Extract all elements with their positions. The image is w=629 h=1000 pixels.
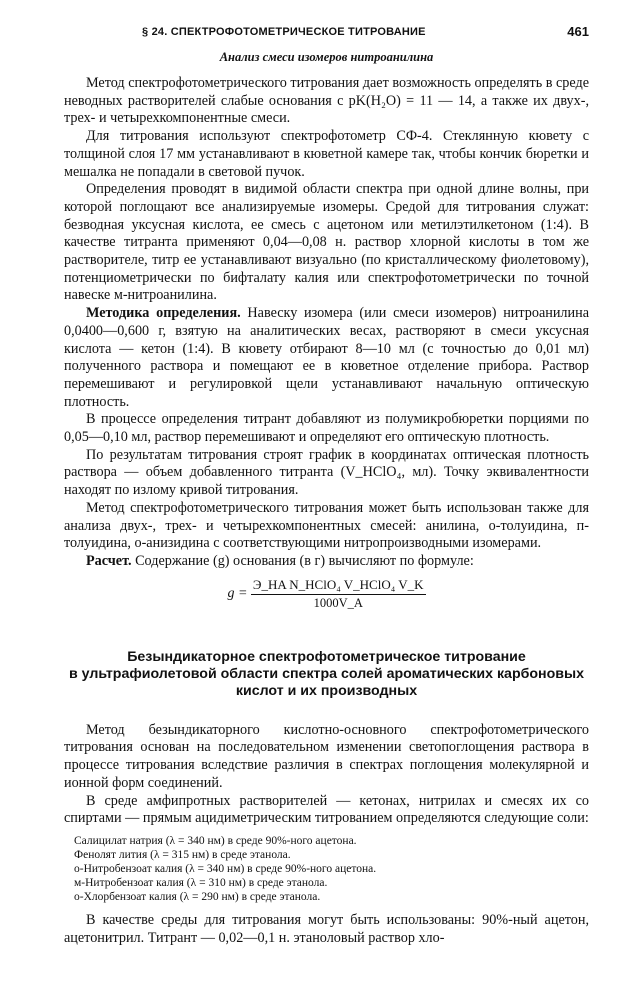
section-title-line-3: кислот и их производных	[235, 682, 418, 699]
paragraph-mixtures: Метод спектрофотометрического титрования может быть использован также для анализа двух-, трех- и четырехкомпонентных смесей: анилина, о-толуидина, п-толуидина, о-анизидина с соответствующими нитропроизводными изомерами.	[64, 499, 589, 552]
running-title: § 24. СПЕКТРОФОТОМЕТРИЧЕСКОЕ ТИТРОВАНИЕ	[142, 26, 426, 38]
paragraph-intro: Метод спектрофотометрического титрования дает возможность определять в среде неводных растворителей слабые основания с pK(H₂O) = 11 — 14, а также их двух-, трех- и четырехкомпонентные смеси.	[64, 75, 590, 127]
subheading: Анализ смеси изомеров нитроанилина	[219, 50, 434, 64]
list-item: Салицилат натрия (λ = 340 нм) в среде 90%-ного ацетона.	[74, 834, 357, 847]
list-item: о-Нитробензоат калия (λ = 340 нм) в среде 90%-ного ацетона.	[74, 862, 377, 875]
calculation-label: Расчет.	[86, 552, 132, 569]
paragraph-method	[64, 305, 589, 411]
paragraph-conditions: Определения проводят в видимой области спектра при одной длине волны, при которой поглощают все анализируемые изомеры. Средой для титрования служат: безводная уксусная кислота, ее смесь с ацетоном или метилэтилкетоном (1:4). В качестве титранта применяют 0,04—0,08 н. раствор хлорной кислоты в том же растворителе, титр ее устанавливают визуально (по кристаллическому фиолетовому), потенциометрически по бифталату калия или спектрофотометрически по точной навеске м-нитроанилина.	[64, 181, 589, 304]
section-title	[64, 649, 589, 700]
salts-list	[64, 834, 589, 904]
formula-numerator: Э_HA N_HClO₄ V_HClO₄ V_K	[251, 577, 426, 595]
paragraph-results: По результатам титрования строят график в координатах оптическая плотность раствора — объем добавленного титранта (V_HClO₄, мл). Точку эквивалентности находят по излому кривой титрования.	[64, 446, 589, 499]
formula-denominator: 1000V_A	[313, 595, 363, 610]
formula	[64, 577, 589, 615]
paragraph-calculation	[64, 553, 589, 571]
paragraph-process: В процессе определения титрант добавляют из полумикробюретки порциями по 0,05—0,10 мл, раствор перемешивают и определяют его оптическую плотность.	[64, 411, 589, 446]
calculation-text: Содержание (g) основания (в г) вычисляют по формуле:	[131, 552, 474, 569]
list-item: о-Хлорбензоат калия (λ = 290 нм) в среде этанола.	[74, 890, 321, 903]
page-number: 461	[567, 24, 589, 39]
formula-fraction	[251, 577, 426, 611]
section-title-line-1: Безындикаторное спектрофотометрическое титрование	[127, 648, 526, 665]
page	[64, 22, 589, 947]
paragraph-spectrophotometer: Для титрования используют спектрофотометр СФ-4. Стеклянную кювету с толщиной слоя 17 мм устанавливают в кюветной камере так, чтобы кончик бюретки и мешалка не попадали в световой пучок.	[64, 128, 589, 180]
method-text: Навеску изомера (или смеси изомеров) нитроанилина 0,0400—0,600 г, взятую на аналитических весах, растворяют в смеси уксусная кислота — кетон (1:4). В кювету отбирают 8—10 мл (с точностью до 0,01 мл) полученного раствора и помещают ее в кюветное отделение прибора. Раствор перемешивают и регулировкой щели устанавливают начальную оптическую плотность.	[64, 305, 589, 410]
section-paragraph-method: Метод безындикаторного кислотно-основного спектрофотометрического титрования основан на последовательном изменении светопоглощения раствора в процессе титрования вследствие различия в спектрах поглощения молекулярной и ионной форм соединений.	[64, 721, 589, 791]
formula-lhs: g =	[227, 585, 248, 601]
page-header	[64, 22, 589, 42]
list-item: м-Нитробензоат калия (λ = 310 нм) в среде этанола.	[74, 876, 328, 889]
section-paragraph-salts: В среде амфипротных растворителей — кетонах, нитрилах и смесях их со спиртами — прямым ацидиметрическим титрованием определяются следующие соли:	[64, 792, 589, 827]
paragraph-final: В качестве среды для титрования могут быть использованы: 90%-ный ацетон, ацетонитрил. Титрант — 0,02—0,1 н. этаноловый раствор хло-	[64, 911, 589, 946]
list-item: Фенолят лития (λ = 315 нм) в среде этанола.	[74, 848, 291, 861]
method-label: Методика определения.	[86, 305, 241, 322]
section-title-line-2: в ультрафиолетовой области спектра солей ароматических карбоновых	[68, 665, 585, 682]
